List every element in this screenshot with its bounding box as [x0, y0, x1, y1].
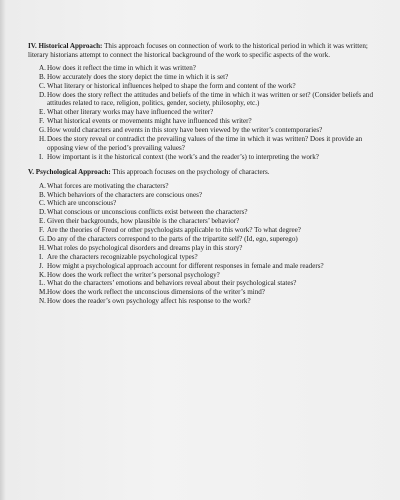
list-item	[28, 279, 376, 288]
item-letter: C .	[39, 199, 46, 208]
section-intro	[28, 42, 376, 59]
item-text: Are the characters recognizable psychological types?	[47, 252, 198, 261]
item-text: What forces are motivating the characters?	[47, 181, 169, 190]
list-item	[28, 288, 376, 297]
list-item	[28, 135, 376, 152]
item-letter: B .	[39, 191, 46, 200]
item-letter: A .	[39, 182, 46, 191]
list-item	[28, 82, 376, 91]
list-item	[28, 226, 376, 235]
list-item	[28, 253, 376, 262]
item-text: Given their backgrounds, how plausible is the characters’ behavior?	[47, 217, 240, 226]
list-item	[28, 117, 376, 126]
list-item	[28, 217, 376, 226]
item-letter: E .	[39, 217, 45, 226]
item-letter: I .	[39, 153, 43, 162]
item-letter: J .	[39, 262, 44, 271]
item-text: How might a psychological approach account for different responses in female and male readers?	[47, 261, 324, 270]
list-item	[28, 73, 376, 82]
item-text: What do the characters’ emotions and behaviors reveal about their psychological states?	[47, 279, 297, 288]
item-text: How does it reflect the time in which it was written?	[47, 64, 196, 73]
item-text: What historical events or movements might have influenced this writer?	[47, 117, 252, 126]
item-text: Do any of the characters correspond to the parts of the tripartite self? (Id, ego, superego)	[47, 235, 298, 244]
item-letter: H .	[39, 135, 46, 144]
item-text: What conscious or unconscious conflicts exist between the characters?	[47, 208, 248, 217]
section-intro-text: This approach focuses on the psychology of characters.	[112, 168, 270, 177]
item-letter: I .	[39, 253, 43, 262]
item-text: How does the work reflect the writer’s personal psychology?	[47, 270, 220, 279]
item-text: How would characters and events in this story have been viewed by the writer’s contemporaries?	[47, 126, 323, 135]
psychological-approach-section	[28, 168, 376, 306]
list-item	[28, 108, 376, 117]
item-text: What literary or historical influences helped to shape the form and content of the work?	[47, 81, 296, 90]
list-item	[28, 271, 376, 280]
list-item	[28, 244, 376, 253]
item-letter: N .	[39, 297, 46, 306]
item-text: Does the story reveal or contradict the prevailing values of the time in which it was written? Does it provide an opposing view of the period’s prevailing values?	[47, 135, 363, 152]
item-letter: B .	[39, 73, 46, 82]
item-letter: H .	[39, 244, 46, 253]
item-letter: M .	[39, 288, 47, 297]
item-letter: F .	[39, 226, 44, 235]
item-letter: F .	[39, 117, 44, 126]
list-item	[28, 208, 376, 217]
list-item	[28, 235, 376, 244]
list-item	[28, 153, 376, 162]
historical-approach-section	[28, 42, 376, 161]
section-heading: V. Psychological Approach:	[28, 168, 111, 177]
item-letter: E .	[39, 108, 45, 117]
list-item	[28, 182, 376, 191]
item-letter: D .	[39, 91, 46, 100]
item-text: How does the work reflect the unconscious dimensions of the writer’s mind?	[47, 288, 265, 297]
item-text: How accurately does the story depict the time in which it is set?	[47, 73, 229, 82]
item-text: How important is it the historical context (the work’s and the reader’s) to interpreting the work?	[47, 152, 319, 161]
item-text: How does the story reflect the attitudes and beliefs of the time in which it was written or set? (Consider beliefs and attitudes related to race, religion, politics, gender, society, philosophy, etc.)	[47, 90, 374, 108]
item-letter: A .	[39, 64, 46, 73]
historical-question-list	[28, 64, 376, 161]
document-body	[28, 42, 376, 313]
item-text: Which behaviors of the characters are conscious ones?	[47, 190, 203, 199]
item-letter: G .	[39, 235, 46, 244]
item-text: What other literary works may have influenced the writer?	[47, 108, 214, 117]
item-text: What roles do psychological disorders and dreams play in this story?	[47, 243, 243, 252]
item-letter: G .	[39, 126, 46, 135]
item-letter: C .	[39, 82, 46, 91]
item-text: Are the theories of Freud or other psychologists applicable to this work? To what degree?	[47, 226, 301, 235]
section-intro	[28, 168, 376, 177]
psychological-question-list	[28, 182, 376, 306]
list-item	[28, 91, 376, 108]
item-text: How does the reader’s own psychology affect his response to the work?	[47, 297, 251, 306]
list-item	[28, 126, 376, 135]
list-item	[28, 199, 376, 208]
list-item	[28, 64, 376, 73]
section-intro-text: This approach focuses on connection of work to the historical period in which it was written; literary historians attempt to connect the historical background of the work to specific aspects of the work.	[28, 42, 368, 59]
item-letter: K .	[39, 271, 46, 280]
list-item	[28, 297, 376, 306]
section-heading: IV. Historical Approach:	[28, 42, 103, 50]
item-letter: L .	[39, 279, 45, 288]
list-item	[28, 191, 376, 200]
item-letter: D .	[39, 208, 46, 217]
item-text: Which are unconscious?	[47, 199, 117, 208]
list-item	[28, 262, 376, 271]
